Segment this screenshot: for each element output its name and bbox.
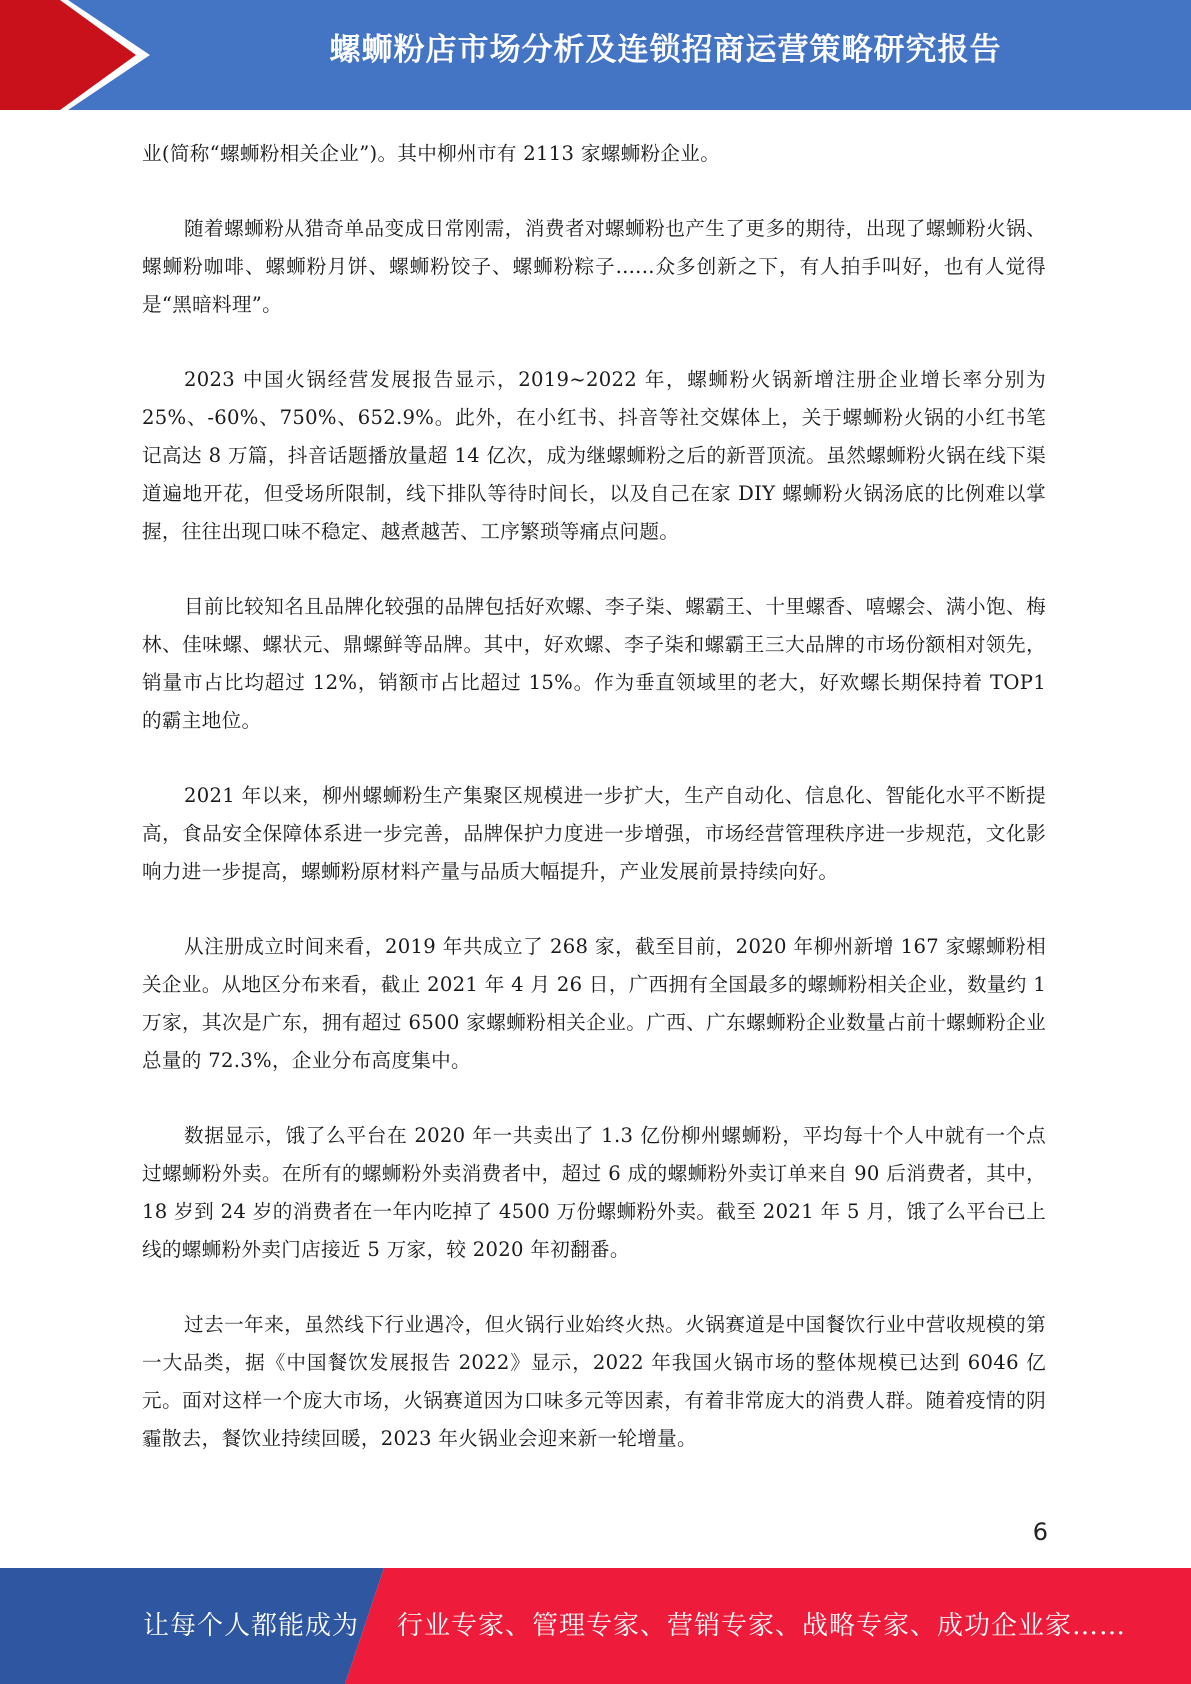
paragraph: 业(简称“螺蛳粉相关企业”)。其中柳州市有 2113 家螺蛳粉企业。: [142, 142, 721, 165]
body-text: [142, 135, 1046, 1495]
page-number: 6: [1032, 1518, 1048, 1546]
paragraph: 随着螺蛳粉从猎奇单品变成日常刚需，消费者对螺蛳粉也产生了更多的期待，出现了螺蛳粉火锅、螺蛳粉咖啡、螺蛳粉月饼、螺蛳粉饺子、螺蛳粉粽子......众多创新之下，有人拍手叫好，也有人觉得是“黑暗料理”。: [142, 217, 1046, 316]
paragraph: 从注册成立时间来看，2019 年共成立了 268 家，截至目前，2020 年柳州新增 167 家螺蛳粉相关企业。从地区分布来看，截止 2021 年 4 月 26 日，广西拥有全国最多的螺蛳粉相关企业，数量约 1 万家，其次是广东，拥有超过 6500 家螺蛳粉相关企业。广西、广东螺蛳粉企业数量占前十螺蛳粉企业总量的 72.3%，企业分布高度集中。: [142, 935, 1046, 1072]
report-title: 螺蛳粉店市场分析及连锁招商运营策略研究报告: [329, 32, 1002, 68]
paragraph: 目前比较知名且品牌化较强的品牌包括好欢螺、李子柒、螺霸王、十里螺香、嘻螺会、满小饱、梅林、佳味螺、螺状元、鼎螺鲜等品牌。其中，好欢螺、李子柒和螺霸王三大品牌的市场份额相对领先，销量市占比均超过 12%，销额市占比超过 15%。作为垂直领域里的老大，好欢螺长期保持着 TOP1 的霸主地位。: [142, 595, 1046, 732]
chevron-icon: [0, 0, 150, 110]
report-header: [0, 0, 1191, 110]
report-footer: [0, 1568, 1191, 1684]
paragraph: 过去一年来，虽然线下行业遇冷，但火锅行业始终火热。火锅赛道是中国餐饮行业中营收规模的第一大品类，据《中国餐饮发展报告 2022》显示，2022 年我国火锅市场的整体规模已达到 6046 亿元。面对这样一个庞大市场，火锅赛道因为口味多元等因素，有着非常庞大的消费人群。随着疫情的阴霾散去，餐饮业持续回暖，2023 年火锅业会迎来新一轮增量。: [142, 1313, 1046, 1450]
footer-slogan-left: 让每个人都能成为: [143, 1611, 360, 1641]
paragraph: 数据显示，饿了么平台在 2020 年一共卖出了 1.3 亿份柳州螺蛳粉，平均每十个人中就有一个点过螺蛳粉外卖。在所有的螺蛳粉外卖消费者中，超过 6 成的螺蛳粉外卖订单来自 90 后消费者，其中，18 岁到 24 岁的消费者在一年内吃掉了 4500 万份螺蛳粉外卖。截至 2021 年 5 月，饿了么平台已上线的螺蛳粉外卖门店接近 5 万家，较 2020 年初翻番。: [142, 1124, 1046, 1261]
paragraph: 2023 中国火锅经营发展报告显示，2019~2022 年，螺蛳粉火锅新增注册企业增长率分别为 25%、-60%、750%、652.9%。此外，在小红书、抖音等社交媒体上，关于螺蛳粉火锅的小红书笔记高达 8 万篇，抖音话题播放量超 14 亿次，成为继螺蛳粉之后的新晋顶流。虽然螺蛳粉火锅在线下渠道遍地开花，但受场所限制，线下排队等待时间长，以及自己在家 DIY 螺蛳粉火锅汤底的比例难以掌握，往往出现口味不稳定、越煮越苦、工序繁琐等痛点问题。: [142, 368, 1046, 543]
paragraph: 2021 年以来，柳州螺蛳粉生产集聚区规模进一步扩大，生产自动化、信息化、智能化水平不断提高，食品安全保障体系进一步完善，品牌保护力度进一步增强，市场经营管理秩序进一步规范，文化影响力进一步提高，螺蛳粉原材料产量与品质大幅提升，产业发展前景持续向好。: [142, 784, 1046, 883]
footer-slogan-right: 行业专家、管理专家、营销专家、战略专家、成功企业家……: [397, 1611, 1127, 1641]
